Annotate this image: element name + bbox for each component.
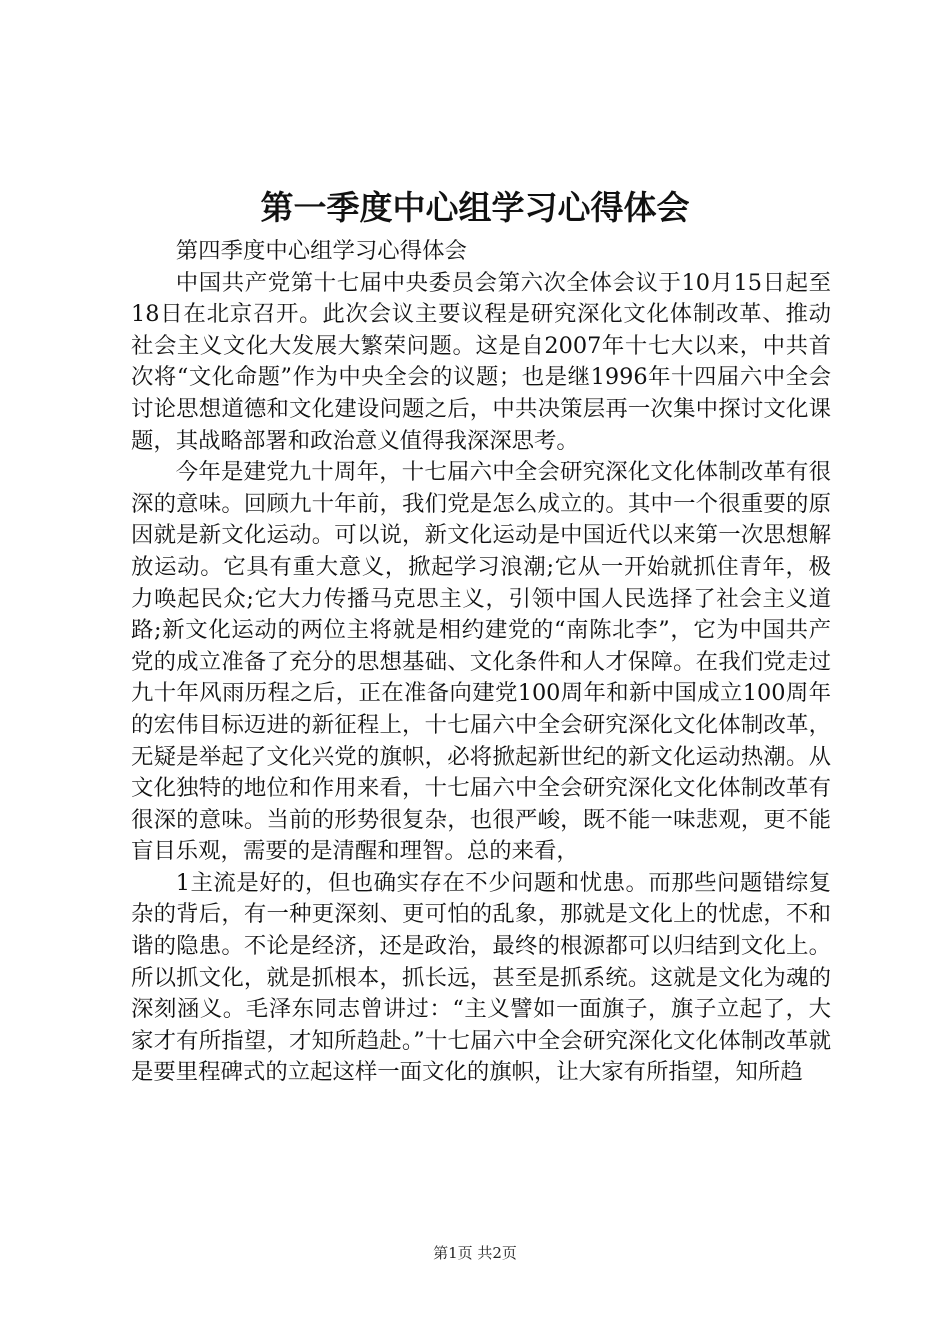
- document-body: [131, 236, 831, 1089]
- paragraph-1: 中国共产党第十七届中央委员会第六次全体会议于10月15日起至18日在北京召开。此次会议主要议程是研究深化文化体制改革、推动社会主义文化大发展大繁荣问题。这是自2007年十七大以来，中共首次将“文化命题”作为中央全会的议题；也是继1996年十四届六中全会讨论思想道德和文化建设问题之后，中共决策层再一次集中探讨文化课题，其战略部署和政治意义值得我深深思考。: [131, 269, 831, 454]
- paragraph-subtitle: 第四季度中心组学习心得体会: [175, 238, 467, 264]
- paragraph-2: 今年是建党九十周年，十七届六中全会研究深化文化体制改革有很深的意味。回顾九十年前，我们党是怎么成立的。其中一个很重要的原因就是新文化运动。可以说，新文化运动是中国近代以来第一次思想解放运动。它具有重大意义，掀起学习浪潮;它从一开始就抓住青年，极力唤起民众;它大力传播马克思主义，引领中国人民选择了社会主义道路;新文化运动的两位主将就是相约建党的“南陈北李”，它为中国共产党的成立准备了充分的思想基础、文化条件和人才保障。在我们党走过九十年风雨历程之后，正在准备向建党100周年和新中国成立100周年的宏伟目标迈进的新征程上，十七届六中全会研究深化文化体制改革，无疑是举起了文化兴党的旗帜，必将掀起新世纪的新文化运动热潮。从文化独特的地位和作用来看，十七届六中全会研究深化文化体制改革有很深的意味。当前的形势很复杂，也很严峻，既不能一味悲观，更不能盲目乐观，需要的是清醒和理智。总的来看，: [131, 459, 831, 865]
- paragraph-3: 1主流是好的，但也确实存在不少问题和忧患。而那些问题错综复杂的背后，有一种更深刻、更可怕的乱象，那就是文化上的忧虑，不和谐的隐患。不论是经济，还是政治，最终的根源都可以归结到文化上。所以抓文化，就是抓根本，抓长远，甚至是抓系统。这就是文化为魂的深刻涵义。毛泽东同志曾讲过：“主义譬如一面旗子，旗子立起了，大家才有所指望，才知所趋赴。”十七届六中全会研究深化文化体制改革就是要里程碑式的立起这样一面文化的旗帜，让大家有所指望，知所趋: [131, 869, 831, 1086]
- document-title: 第一季度中心组学习心得体会: [260, 188, 690, 227]
- page-footer: 第1页 共2页: [433, 1244, 517, 1262]
